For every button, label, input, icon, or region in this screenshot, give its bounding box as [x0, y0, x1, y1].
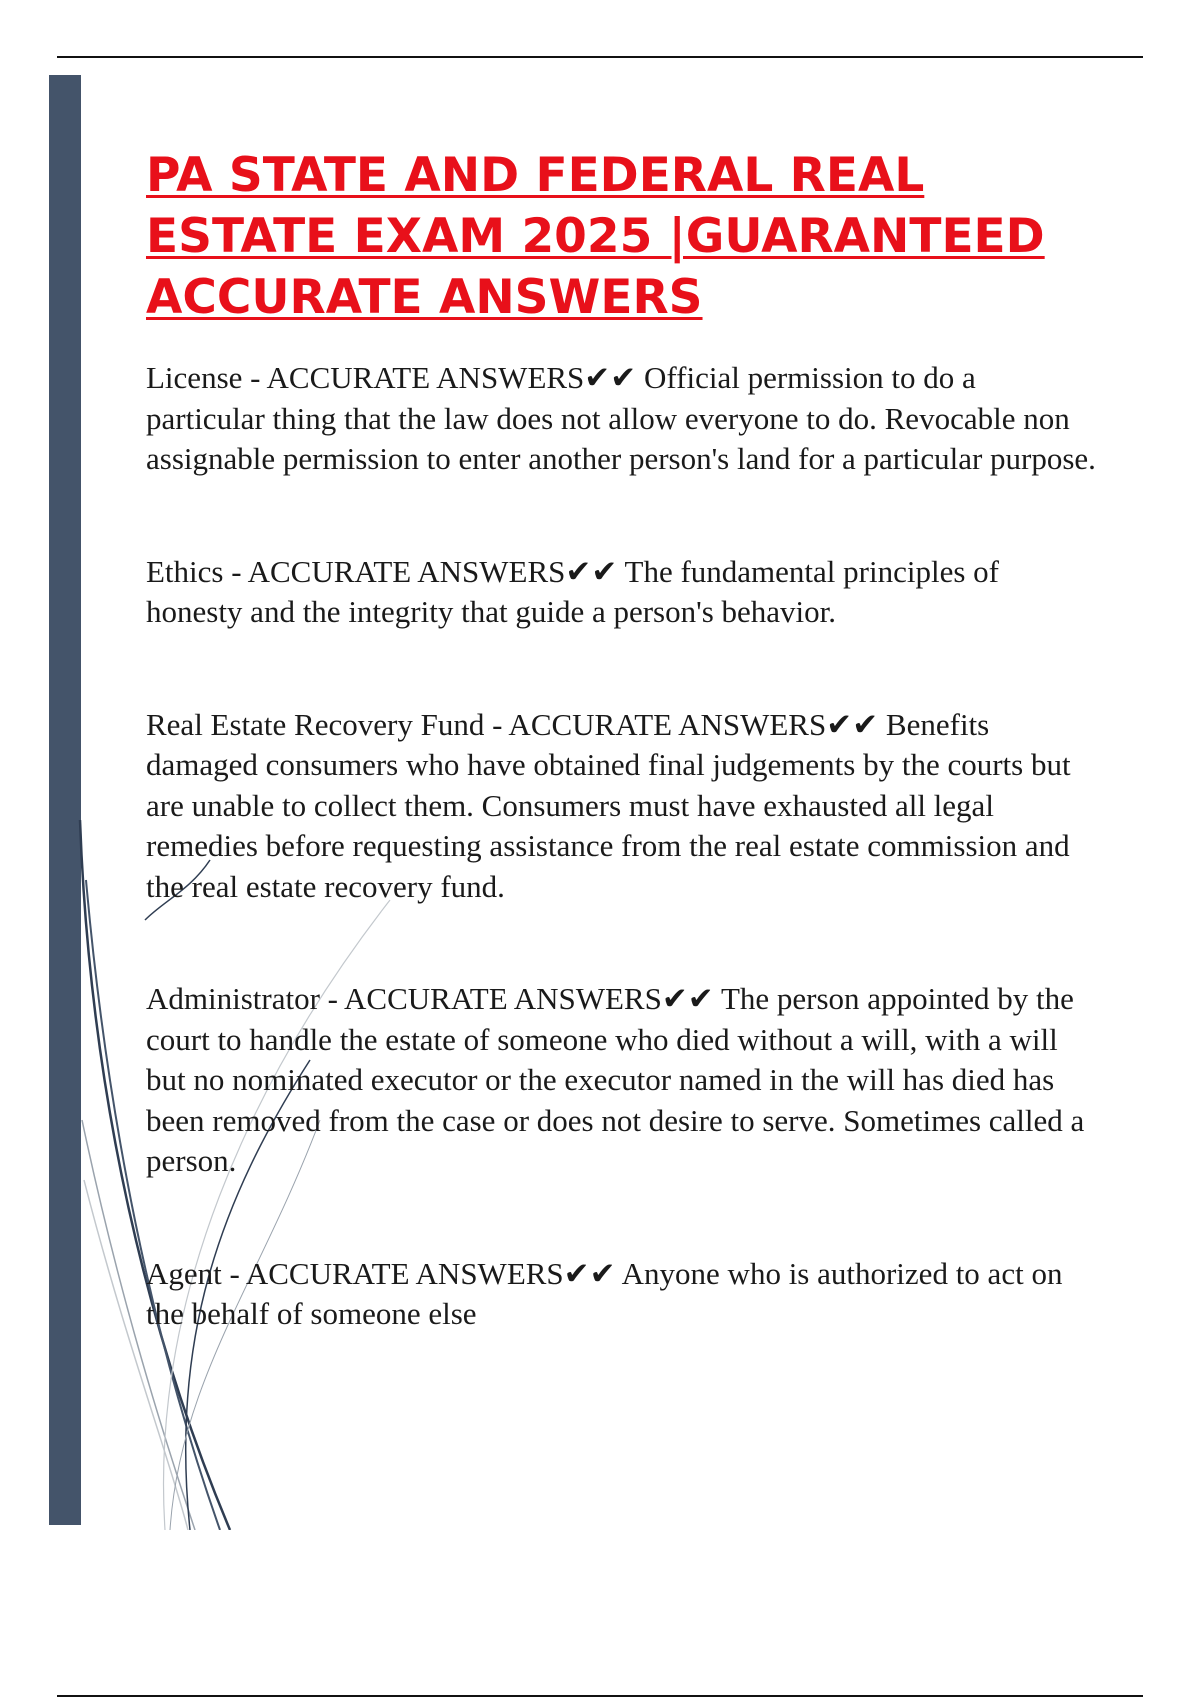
entry-ethics: Ethics - ACCURATE ANSWERS✔✔ The fundamental principles of honesty and the integrity that guide a person's behavior.	[146, 553, 999, 629]
document-title: PA STATE AND FEDERAL REAL ESTATE EXAM 2025 |GUARANTEED ACCURATE ANSWERS	[146, 148, 1045, 325]
entry-administrator: Administrator - ACCURATE ANSWERS✔✔ The person appointed by the court to handle the estate of someone who died without a will, with a will but no nominated executor or the executor named in the will has died has been removed from the case or does not desire to serve. Sometimes called a person.	[146, 981, 1085, 1178]
entry-agent: Agent - ACCURATE ANSWERS✔✔ Anyone who is authorized to act on the behalf of someone else	[146, 1255, 1063, 1331]
top-rule	[57, 56, 1143, 58]
document-body	[146, 145, 1096, 1335]
entry-license: License - ACCURATE ANSWERS✔✔ Official permission to do a particular thing that the law does not allow everyone to do. Revocable non assignable permission to enter another person's land for a particular purpose.	[146, 360, 1096, 476]
bottom-rule	[57, 1695, 1143, 1697]
entry-recovery-fund: Real Estate Recovery Fund - ACCURATE ANSWERS✔✔ Benefits damaged consumers who have obtained final judgements by the courts but are unable to collect them. Consumers must have exhausted all legal remedies before requesting assistance from the real estate commission and the real estate recovery fund.	[146, 706, 1071, 904]
